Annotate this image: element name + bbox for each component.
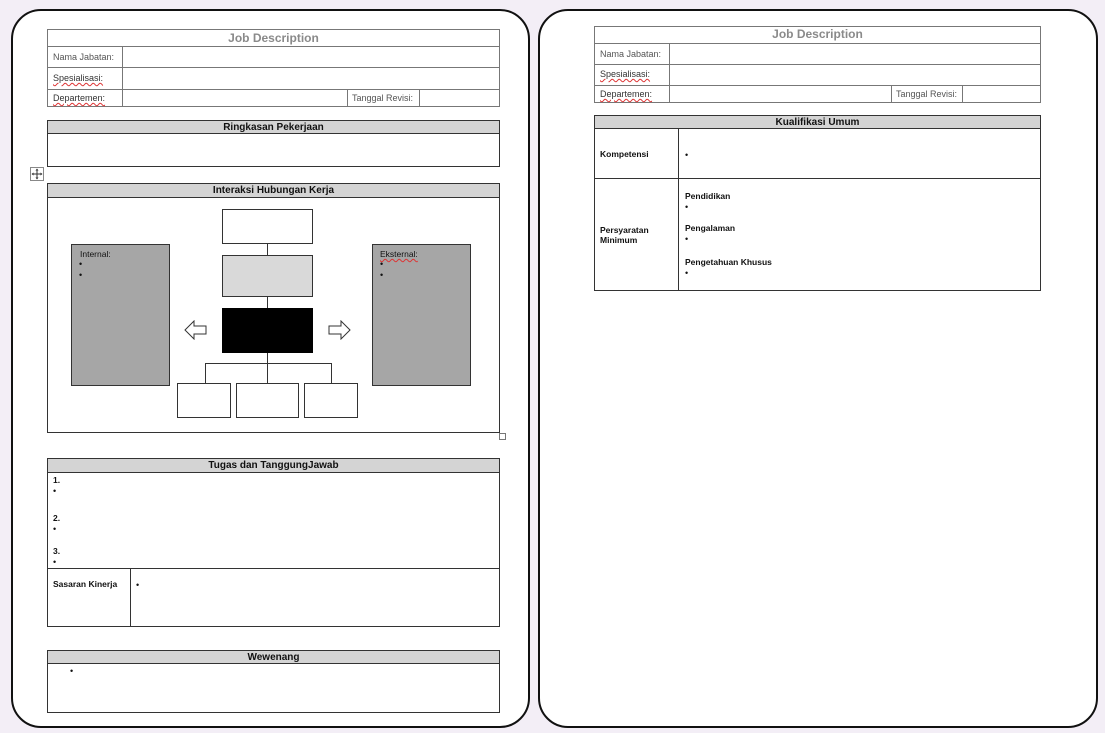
- spesialisasi-label: Spesialisasi:: [53, 73, 104, 83]
- tanggal-revisi-label: Tanggal Revisi:: [352, 93, 414, 103]
- header-title: Job Description: [772, 27, 863, 41]
- eksternal-label: Eksternal:: [380, 249, 418, 259]
- departemen-label: Departemen:: [53, 93, 106, 103]
- tugas-item-number: 3.: [53, 546, 61, 556]
- document-page-2: [538, 9, 1098, 728]
- pengetahuan-khusus-label: Pengetahuan Khusus: [685, 257, 772, 267]
- tugas-bullet: •: [53, 524, 57, 534]
- document-page-1: [11, 9, 530, 728]
- wewenang-bullet: •: [70, 666, 74, 676]
- org-box-position[interactable]: [222, 308, 313, 353]
- internal-bullet: •: [79, 259, 83, 269]
- org-box-sub-2[interactable]: [236, 383, 299, 418]
- pengetahuan-bullet: •: [685, 268, 689, 278]
- org-box-sub-3[interactable]: [304, 383, 358, 418]
- spesialisasi-label: Spesialisasi:: [600, 69, 651, 79]
- right-arrow-icon: [327, 320, 351, 340]
- wewenang-content[interactable]: [47, 663, 500, 713]
- persyaratan-label: Minimum: [600, 235, 638, 245]
- kualifikasi-table: [594, 128, 1041, 291]
- tugas-item-number: 2.: [53, 513, 61, 523]
- pengalaman-bullet: •: [685, 234, 689, 244]
- org-box-supervisor[interactable]: [222, 255, 313, 297]
- eksternal-box[interactable]: [372, 244, 471, 386]
- four-way-arrow-icon[interactable]: [30, 167, 44, 181]
- tanggal-revisi-label: Tanggal Revisi:: [896, 89, 958, 99]
- tugas-table: [47, 472, 500, 627]
- nama-jabatan-label: Nama Jabatan:: [600, 49, 662, 59]
- pengalaman-label: Pengalaman: [685, 223, 736, 233]
- sasaran-bullet: •: [136, 580, 140, 590]
- eksternal-bullet: •: [380, 270, 384, 280]
- wewenang-title: Wewenang: [47, 650, 500, 664]
- header-title: Job Description: [228, 31, 319, 45]
- kualifikasi-title: Kualifikasi Umum: [594, 115, 1041, 129]
- org-box-sub-1[interactable]: [177, 383, 231, 418]
- internal-label: Internal:: [80, 249, 111, 259]
- pendidikan-label: Pendidikan: [685, 191, 731, 201]
- kompetensi-label: Kompetensi: [600, 149, 649, 159]
- sasaran-kinerja-label: Sasaran Kinerja: [53, 579, 118, 589]
- left-arrow-icon: [184, 320, 208, 340]
- internal-box[interactable]: [71, 244, 170, 386]
- nama-jabatan-label: Nama Jabatan:: [53, 52, 115, 62]
- kompetensi-bullet: •: [685, 150, 689, 160]
- ringkasan-content[interactable]: [47, 133, 500, 167]
- resize-handle-icon[interactable]: [499, 433, 506, 440]
- ringkasan-title: Ringkasan Pekerjaan: [47, 120, 500, 134]
- departemen-label: Departemen:: [600, 89, 653, 99]
- persyaratan-label: Persyaratan: [600, 225, 649, 235]
- org-box-top[interactable]: [222, 209, 313, 244]
- internal-bullet: •: [79, 270, 83, 280]
- pendidikan-bullet: •: [685, 202, 689, 212]
- interaksi-title: Interaksi Hubungan Kerja: [47, 183, 500, 198]
- tugas-bullet: •: [53, 557, 57, 567]
- tugas-title: Tugas dan TanggungJawab: [47, 458, 500, 473]
- tugas-item-number: 1.: [53, 475, 61, 485]
- eksternal-bullet: •: [380, 259, 384, 269]
- tugas-bullet: •: [53, 486, 57, 496]
